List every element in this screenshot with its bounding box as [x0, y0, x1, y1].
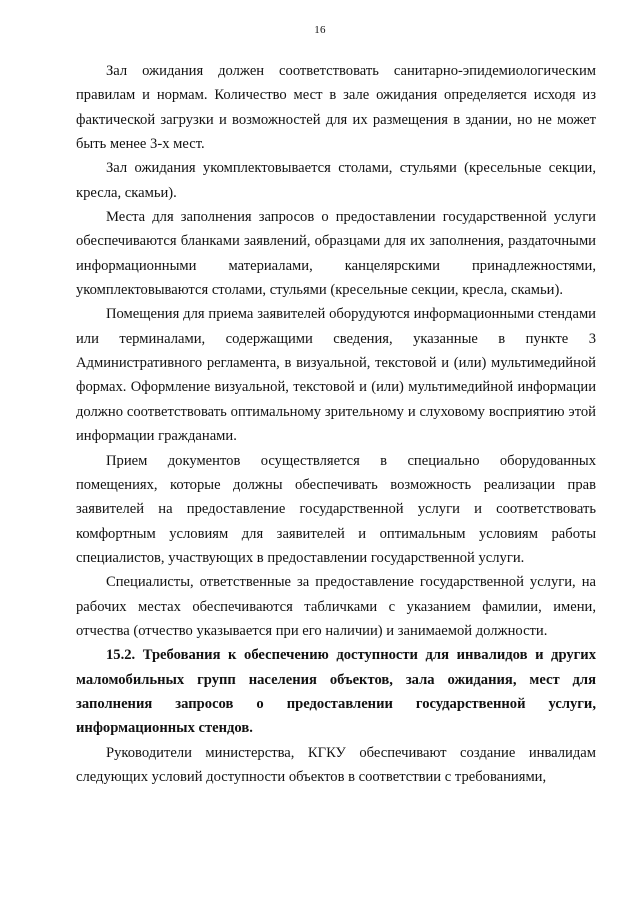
- paragraph-specialist-nameplates: Специалисты, ответственные за предоставление государственной услуги, на рабочих местах обеспечиваются табличками с указанием фамилии, имени, отчества (отчество указывается при его наличии) и занимаемой должности.: [76, 574, 596, 639]
- document-body: [76, 59, 596, 789]
- paragraph-accessibility-conditions: Руководители министерства, КГКУ обеспечивают создание инвалидам следующих условий доступности объектов в соответствии с требованиями,: [76, 744, 596, 785]
- paragraph-waiting-hall-furniture: Зал ожидания укомплектовывается столами, стульями (кресельные секции, кресла, скамьи).: [76, 160, 596, 201]
- paragraph-request-filling-places: Места для заполнения запросов о предоставлении государственной услуги обеспечиваются бланками заявлений, образцами для их заполнения, раздаточными информационными материалами, канцелярскими принадлежностями, укомплектовываются столами, стульями (кресельные секции, кресла, скамьи).: [76, 209, 596, 299]
- paragraph-document-reception: Прием документов осуществляется в специально оборудованных помещениях, которые должны обеспечивать возможность реализации прав заявителей на предоставление государственной услуги и соответствовать комфортным условиям для заявителей и оптимальным условиям работы специалистов, участвующих в предоставлении государственной услуги.: [76, 452, 596, 566]
- paragraph-information-stands: Помещения для приема заявителей оборудуются информационными стендами или терминалами, содержащими сведения, указанные в пункте 3 Административного регламента, в визуальной, текстовой и (или) мультимедийной формах. Оформление визуальной, текстовой и (или) мультимедийной информации должно соответствовать оптимальному зрительному и слуховому восприятию этой информации гражданами.: [76, 306, 596, 445]
- paragraph-waiting-hall-requirements: Зал ожидания должен соответствовать санитарно-эпидемиологическим правилам и нормам. Количество мест в зале ожидания определяется исходя из фактической загрузки и возможностей для их размещения в здании, но не может быть менее 3-х мест.: [76, 63, 596, 153]
- section-heading-15-2: 15.2. Требования к обеспечению доступности для инвалидов и других маломобильных групп населения объектов, зала ожидания, мест для заполнения запросов о предоставлении государственной услуги, информационных стендов.: [76, 647, 596, 737]
- page-number: 16: [314, 24, 326, 36]
